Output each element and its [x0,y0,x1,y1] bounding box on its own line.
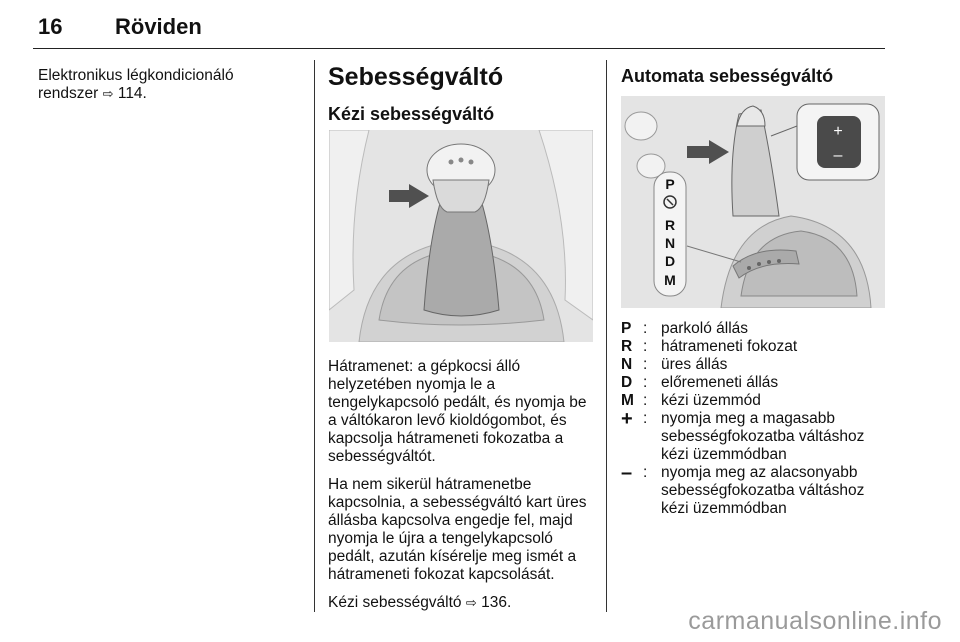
site-watermark: carmanualsonline.info [688,607,942,635]
automatic-subsection-title: Automata sebességváltó [621,66,834,86]
paragraph-reverse-gear: Hátramenet: a gépkocsi álló helyzetében nyomja le a tengelykapcsoló pedált, és nyomja be a váltókaron levő kioldógombot, és kapcsolja hátrameneti fokozatba a sebességváltót. [328,358,587,465]
manual-shifter-drawing [329,130,593,342]
minus-icon: – [621,462,633,484]
legend-desc: üres állás [661,356,728,373]
legend-row [621,356,891,374]
selector-letter: P [665,176,675,192]
middle-body-text [328,358,594,623]
gear-legend [621,320,891,518]
legend-row [621,374,891,392]
legend-row [621,410,891,464]
paragraph-reverse-retry: Ha nem sikerül hátramenetbe kapcsolnia, a sebességváltó kart üres állásba kapcsolva engedje fel, majd nyomja le újra a tengelykapcsoló pedált, azután kísérelje meg ismét a hátrameneti fokozat kapcsolását. [328,476,587,583]
legend-colon: : [643,410,648,427]
legend-row [621,392,891,410]
legend-key: P [621,320,632,337]
selector-letter: D [664,253,676,269]
selector-letter: M [664,272,676,288]
cross-ref-page[interactable]: 136. [481,594,512,611]
legend-row [621,338,891,356]
manual-ref-line [328,594,594,613]
legend-colon: : [643,356,648,373]
cross-ref-page[interactable]: 114. [117,85,147,102]
column-divider-2 [606,60,607,612]
left-column [38,67,268,104]
legend-key: M [621,392,634,409]
selector-letter: N [664,235,676,251]
legend-key: D [621,374,633,391]
legend-colon: : [643,374,648,391]
legend-colon: : [643,392,648,409]
page-number: 16 [38,14,63,39]
svg-text:+: + [833,123,843,140]
manual-subsection-title: Kézi sebességváltó [328,104,495,124]
legend-desc: előremeneti állás [661,374,779,391]
legend-key: N [621,356,633,373]
legend-colon: : [643,464,648,481]
manual-gearbox-illustration [329,130,593,342]
section-title: Sebességváltó [328,63,504,91]
legend-desc: kézi üzemmód [661,392,761,409]
page-title: Röviden [115,14,202,39]
automatic-gearbox-illustration [621,96,885,308]
legend-colon: : [643,320,648,337]
legend-row [621,320,891,338]
legend-desc: nyomja meg az alacsonyabb sebességfokozatba váltáshoz kézi üzemmódban [661,464,865,517]
legend-desc: nyomja meg a magasabb sebességfokozatba váltáshoz kézi üzemmódban [661,410,865,463]
left-text: Elektronikus légkondicionáló rendszer [38,67,234,102]
manual-ref-text: Kézi sebességváltó [328,594,462,611]
plus-icon: + [621,408,633,430]
selector-letter: R [664,217,676,233]
cross-ref-arrow-icon[interactable]: ⇨ [465,596,477,611]
legend-key: R [621,338,633,355]
column-divider-1 [314,60,315,612]
cross-ref-arrow-icon[interactable]: ⇨ [102,87,114,102]
legend-desc: parkoló állás [661,320,749,337]
svg-text:–: – [833,147,843,164]
legend-desc: hátrameneti fokozat [661,338,798,355]
header-rule [33,48,885,49]
legend-colon: : [643,338,648,355]
legend-row [621,464,891,518]
